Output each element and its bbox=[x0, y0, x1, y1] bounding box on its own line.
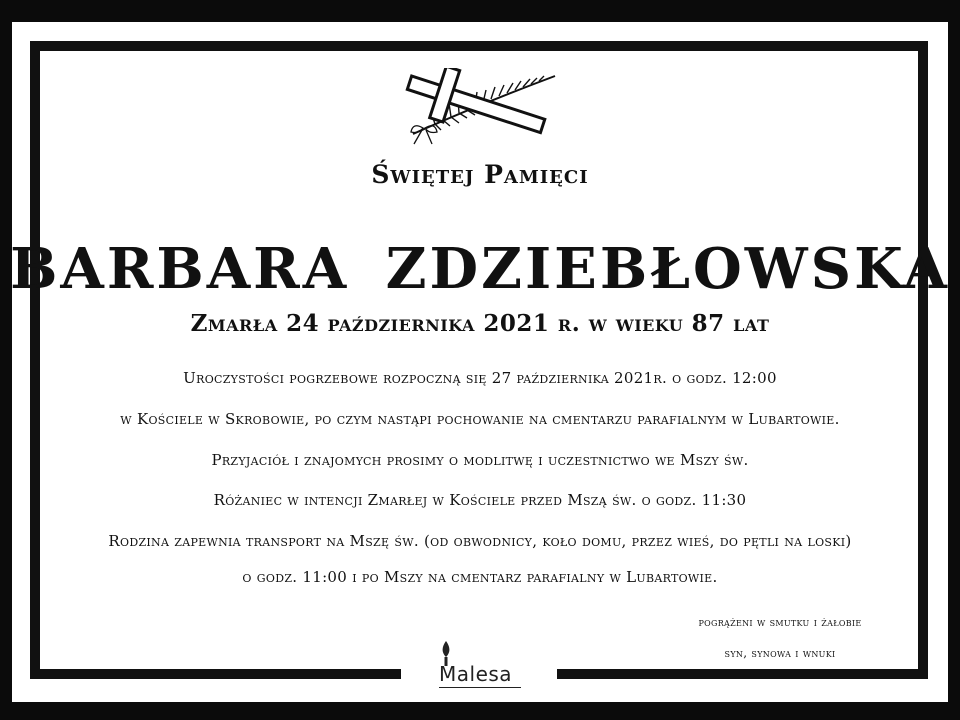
info-line: o godz. 11:00 i po Mszy na cmentarz parafialny w Lubartowie. bbox=[242, 568, 718, 586]
mourning-frame-top bbox=[30, 41, 928, 51]
logo-text: Malesa bbox=[439, 662, 513, 686]
mourning-frame-bottom-left bbox=[30, 669, 401, 679]
info-line: Uroczystości pogrzebowe rozpoczną się 27 października 2021r. o godz. 12:00 bbox=[183, 369, 777, 387]
mourners-family: syn, synowa i wnuki bbox=[724, 646, 836, 660]
cross-with-palm-icon bbox=[395, 68, 565, 148]
info-line: w Kościele w Skrobowie, po czym nastąpi pochowanie na cmentarzu parafialnym w Lubartowie. bbox=[120, 410, 840, 428]
info-line: Rodzina zapewnia transport na Mszę św. (od obwodnicy, koło domu, przez wieś, do pętli na loski) bbox=[108, 532, 852, 550]
deceased-name: BARBARA ZDZIEBŁOWSKA bbox=[10, 236, 950, 302]
info-line: Różaniec w intencji Zmarłej w Kościele przed Mszą św. o godz. 11:30 bbox=[213, 491, 747, 509]
mourning-frame-bottom-right bbox=[557, 669, 928, 679]
funeral-home-logo bbox=[425, 640, 535, 690]
info-line: Przyjaciół i znajomych prosimy o modlitwę i uczestnictwo we Mszy św. bbox=[211, 451, 749, 469]
logo-underline bbox=[439, 687, 521, 688]
death-date-line: Zmarła 24 października 2021 r. w wieku 87 lat bbox=[190, 310, 770, 337]
mourners-line: pogrążeni w smutku i żałobie bbox=[698, 615, 862, 629]
heading-in-memory: Świętej Pamięci bbox=[371, 160, 589, 189]
